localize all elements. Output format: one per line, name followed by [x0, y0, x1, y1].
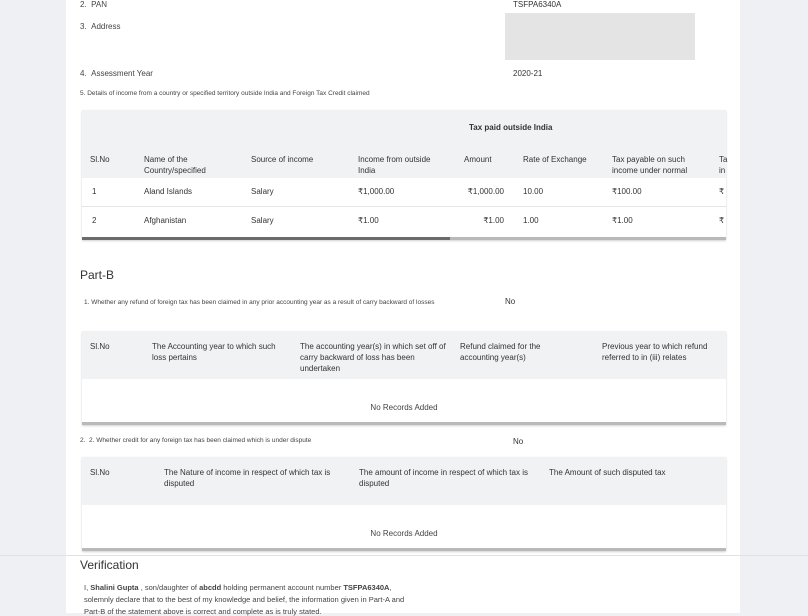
verification-title: Verification [80, 558, 139, 572]
table-cell: ₹100.00 [612, 187, 642, 196]
horizontal-scrollbar[interactable] [82, 237, 450, 240]
table-cell: 1.00 [523, 216, 539, 225]
no-records-text: No Records Added [370, 403, 438, 412]
col-slno: Sl.No [90, 155, 110, 164]
table-cell: ₹1.00 [483, 216, 504, 225]
disputed-tax-table [82, 457, 726, 551]
part-b-title: Part-B [80, 268, 115, 282]
table-cell: ₹1,000.00 [358, 187, 395, 196]
group-header-tax-paid: Tax paid outside India [469, 123, 553, 132]
col-truncated: Ta in [719, 155, 728, 175]
col-source: Source of income [251, 155, 314, 164]
q1-text: 1. Whether any refund of foreign tax has been claimed in any prior accounting year as a result of carry backward of losses [84, 299, 435, 306]
item5-text: 5. Details of income from a country or specified territory outside India and Foreign Tax Credit claimed [80, 90, 370, 97]
col-rate: Rate of Exchange [523, 155, 587, 164]
table-cell: Afghanistan [144, 216, 187, 225]
assessment-year-label: 4. Assessment Year [80, 69, 153, 78]
table-cell: 2 [92, 216, 97, 225]
verification-line-1: I, Shalini Gupta , son/daughter of abcdd holding permanent account number TSFPA6340A, [84, 583, 392, 592]
col-setoff-year: The accounting year(s) in which set off of carry backward of loss has been undertaken [300, 342, 446, 373]
table-cell: Salary [251, 216, 274, 225]
address-value-box [505, 13, 695, 60]
table-cell: Aland Islands [144, 187, 193, 196]
no-records-text: No Records Added [370, 529, 438, 538]
form-page [66, 0, 740, 616]
pan-value: TSFPA6340A [513, 0, 562, 9]
col-nature-income: The Nature of income in respect of which tax is disputed [164, 468, 331, 488]
col-disputed-tax: The Amount of such disputed tax [549, 468, 666, 477]
col-amount: Amount [464, 155, 492, 164]
refund-table [82, 331, 726, 425]
table-cell: ₹1,000.00 [467, 187, 504, 196]
table-cell: ₹1.00 [612, 216, 633, 225]
col-previous-year: Previous year to which refund referred to in (iii) relates [602, 342, 708, 362]
pan-label: 2. PAN [80, 0, 107, 9]
foreign-income-table [82, 110, 726, 240]
q2-answer: No [513, 437, 524, 446]
table-cell: ₹ [719, 187, 725, 196]
col-amount-income: The amount of income in respect of which tax is disputed [359, 468, 528, 488]
table-cell: 1 [92, 187, 97, 196]
table-cell: Salary [251, 187, 274, 196]
assessment-year-value: 2020-21 [513, 69, 543, 78]
q1-answer: No [505, 297, 516, 306]
col-country: Name of the Country/specified [144, 155, 206, 175]
verification-line-3: Part-B of the statement above is correct and complete as is truly stated. [84, 607, 322, 616]
table-cell: 10.00 [523, 187, 544, 196]
q2-text: 2. 2. Whether credit for any foreign tax has been claimed which is under dispute [80, 437, 312, 444]
col-slno: Sl.No [90, 342, 110, 351]
col-income-outside: Income from outside India [358, 155, 431, 175]
table-cell: ₹1.00 [358, 216, 379, 225]
col-accounting-year: The Accounting year to which such loss pertains [152, 342, 276, 362]
col-slno: Sl.No [90, 468, 110, 477]
row-divider [82, 206, 726, 207]
col-refund-claimed: Refund claimed for the accounting year(s) [460, 342, 541, 362]
table-cell: ₹ [719, 216, 725, 225]
address-label: 3. Address [80, 22, 121, 31]
col-tax-payable: Tax payable on such income under normal [612, 155, 688, 175]
seam-line [0, 555, 808, 556]
verification-line-2: solemnly declare that to the best of my knowledge and belief, the information given in Part-A and [84, 595, 405, 604]
